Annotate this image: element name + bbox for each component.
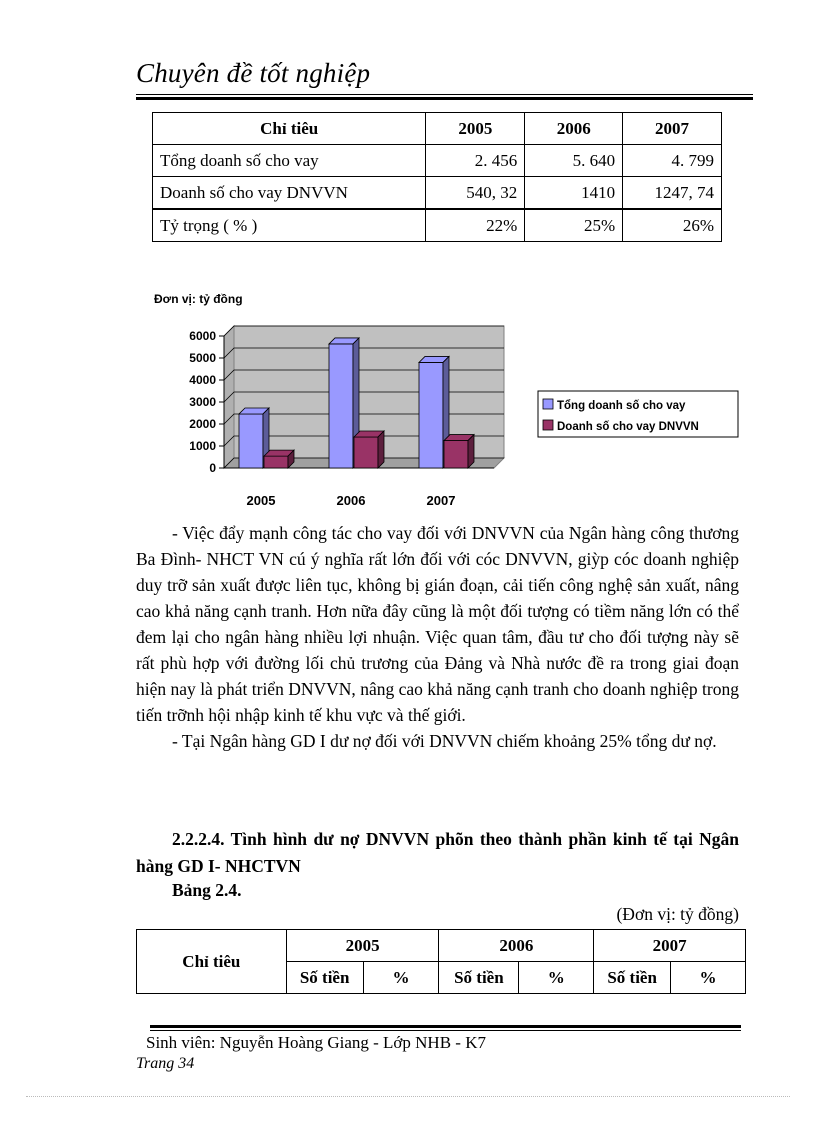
body-text — [136, 520, 739, 754]
chart-bar — [354, 437, 378, 468]
chart-unit-label: Đơn vị: tỷ đồng — [154, 292, 243, 306]
page-edge-dotted-line — [26, 1096, 790, 1097]
loan-by-sector-table — [136, 929, 746, 994]
table-cell: 26% — [623, 209, 722, 242]
chart-y-tick-label: 6000 — [189, 329, 216, 343]
chart-bar — [329, 344, 353, 468]
header-cell: Chỉ tiêu — [153, 113, 426, 145]
table-cell: 25% — [525, 209, 623, 242]
chart-bar-side — [468, 435, 474, 468]
table-row — [153, 145, 722, 177]
chart-legend-label: Doanh số cho vay DNVVN — [557, 421, 699, 433]
header-cell-indicator: Chỉ tiêu — [137, 930, 287, 994]
table-cell: 5. 640 — [525, 145, 623, 177]
subheader-percent: % — [363, 962, 439, 994]
table-caption: Bảng 2.4. — [172, 880, 242, 900]
lending-summary-table — [152, 112, 722, 242]
paragraph-loan-share: - Tại Ngân hàng GD I dư nợ đối với DNVVN chiếm khoảng 25% tổng dư nợ. — [172, 731, 717, 751]
header-cell-year: 2005 — [286, 930, 439, 962]
header-rule-thick — [136, 97, 753, 100]
chart-x-tick-label: 2006 — [336, 493, 366, 508]
table-cell: 1247, 74 — [623, 177, 722, 210]
table-cell: 540, 32 — [426, 177, 525, 210]
table-row — [153, 177, 722, 210]
chart-legend-swatch — [543, 399, 553, 409]
chart-y-tick-label: 3000 — [189, 395, 216, 409]
header-cell: 2005 — [426, 113, 525, 145]
header-cell-year: 2006 — [439, 930, 594, 962]
row-label: Doanh số cho vay DNVVN — [153, 177, 426, 210]
table-row — [153, 209, 722, 242]
chart-x-tick-label: 2007 — [426, 493, 456, 508]
footer-rule-thick — [150, 1025, 741, 1028]
header-cell-year: 2007 — [594, 930, 746, 962]
chart-y-tick-label: 2000 — [189, 417, 216, 431]
page-number: Trang 34 — [136, 1055, 195, 1072]
table-cell: 1410 — [525, 177, 623, 210]
table-cell: 2. 456 — [426, 145, 525, 177]
footer-rule-thin — [150, 1030, 741, 1031]
section-heading: 2.2.2.4. Tình hình dư nợ DNVVN phõn theo thành phần kinh tế tại Ngân hàng GD I- NHCTVN — [136, 829, 739, 876]
subheader-amount: Số tiền — [594, 962, 671, 994]
chart-y-tick-label: 1000 — [189, 439, 216, 453]
subheader-amount: Số tiền — [286, 962, 363, 994]
subheader-percent: % — [671, 962, 746, 994]
table-header-row — [137, 930, 746, 962]
table-cell: 4. 799 — [623, 145, 722, 177]
footer-student: Sinh viên: Nguyễn Hoàng Giang - Lớp NHB - K7 — [146, 1033, 486, 1052]
subheader-percent: % — [519, 962, 594, 994]
header-rule-thin — [136, 94, 753, 95]
chart-bar — [444, 441, 468, 468]
row-label: Tổng doanh số cho vay — [153, 145, 426, 177]
document-header-title: Chuyên đề tốt nghiệp — [136, 58, 371, 88]
header-cell: 2007 — [623, 113, 722, 145]
chart-bar — [419, 362, 443, 468]
paragraph-lending-importance: - Việc đẩy mạnh công tác cho vay đối với DNVVN của Ngân hàng công thương Ba Đình- NHCT VN cú ý nghĩa rất lớn đối với cóc DNVVN, giỳp cóc doanh nghiệp duy trỡ sản xuất được liên tục, không bị gián đoạn, cải tiến công nghệ sản xuất, nâng cao khả năng cạnh tranh. Hơn nữa đây cũng là một đối tượng có tiềm năng lớn có thể đem lại cho ngân hàng nhiều lợi nhuận. Việc quan tâm, đầu tư cho đối tượng này sẽ rất phù hợp với đường lối chủ trương của Đảng và Nhà nước đề ra trong giai đoạn hiện nay là phát triển DNVVN, nâng cao khả năng cạnh tranh cho doanh nghiệp trong tiến trỡnh hội nhập kinh tế khu vực và thế giới. — [136, 523, 739, 725]
chart-bar — [264, 456, 288, 468]
chart-x-tick-label: 2005 — [246, 493, 276, 508]
lending-bar-chart — [150, 318, 750, 518]
table-header-row — [153, 113, 722, 145]
table-cell: 22% — [426, 209, 525, 242]
chart-legend-label: Tổng doanh số cho vay — [557, 400, 686, 412]
chart-legend-swatch — [543, 420, 553, 430]
chart-y-tick-label: 0 — [209, 461, 216, 475]
subheader-amount: Số tiền — [439, 962, 519, 994]
header-cell: 2006 — [525, 113, 623, 145]
chart-bar-side — [378, 431, 384, 468]
unit-note: (Đơn vị: tỷ đồng) — [616, 904, 739, 924]
chart-y-tick-label: 4000 — [189, 373, 216, 387]
chart-bar — [239, 414, 263, 468]
row-label: Tỷ trọng ( % ) — [153, 209, 426, 242]
chart-y-tick-label: 5000 — [189, 351, 216, 365]
